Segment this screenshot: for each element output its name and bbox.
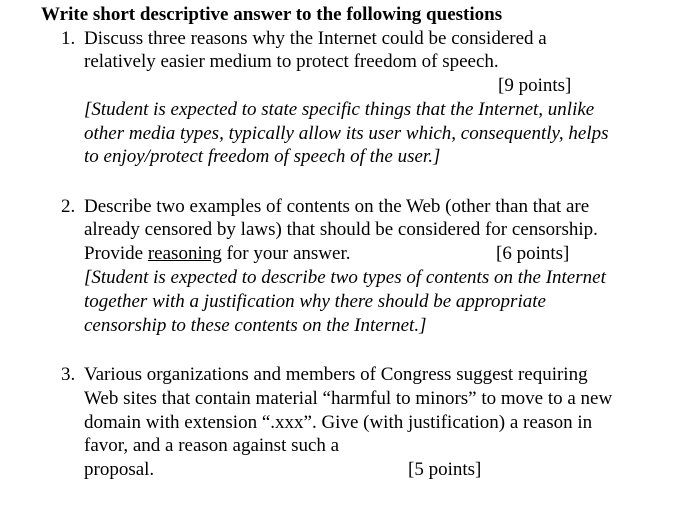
question-2-line-1: Describe two examples of contents on the Web (other than that are (84, 196, 590, 217)
question-3-points: [5 points] (408, 459, 482, 480)
question-3-line-1: Various organizations and members of Congress suggest requiring (84, 364, 588, 385)
question-2-reasoning-underlined: reasoning (147, 243, 222, 264)
question-2-guidance-line-1: [Student is expected to describe two types of contents on the Internet (84, 267, 606, 288)
question-2-line-3 (84, 243, 350, 265)
question-1-line-1: Discuss three reasons why the Internet could be considered a (84, 28, 547, 49)
page-heading: Write short descriptive answer to the following questions (41, 4, 503, 25)
question-1-line-2: relatively easier medium to protect freedom of speech. (84, 51, 499, 72)
question-2-line-3-pre: Provide (84, 243, 148, 264)
question-3-number: 3. (61, 364, 76, 385)
question-2-number: 2. (61, 196, 76, 217)
question-3-line-5: proposal. (84, 459, 155, 480)
question-2-points: [6 points] (496, 243, 570, 264)
question-2-guidance-line-3: censorship to these contents on the Internet.] (84, 315, 427, 336)
question-3-line-2: Web sites that contain material “harmful to minors” to move to a new (84, 388, 613, 409)
question-1-guidance-line-1: [Student is expected to state specific things that the Internet, unlike (84, 99, 595, 120)
question-1-guidance-line-3: to enjoy/protect freedom of speech of the user.] (84, 146, 441, 167)
question-1-points: [9 points] (498, 75, 572, 96)
question-2-line-3-post: for your answer. (221, 243, 351, 264)
question-1-guidance-line-2: other media types, typically allow its user which, consequently, helps (84, 123, 609, 144)
question-2-guidance-line-2: together with a justification why there should be appropriate (84, 291, 546, 312)
question-1-number: 1. (61, 28, 76, 49)
question-3-line-4: favor, and a reason against such a (84, 435, 340, 456)
question-3-line-3: domain with extension “.xxx”. Give (with justification) a reason in (84, 412, 593, 433)
question-2-line-2: already censored by laws) that should be considered for censorship. (84, 219, 598, 240)
